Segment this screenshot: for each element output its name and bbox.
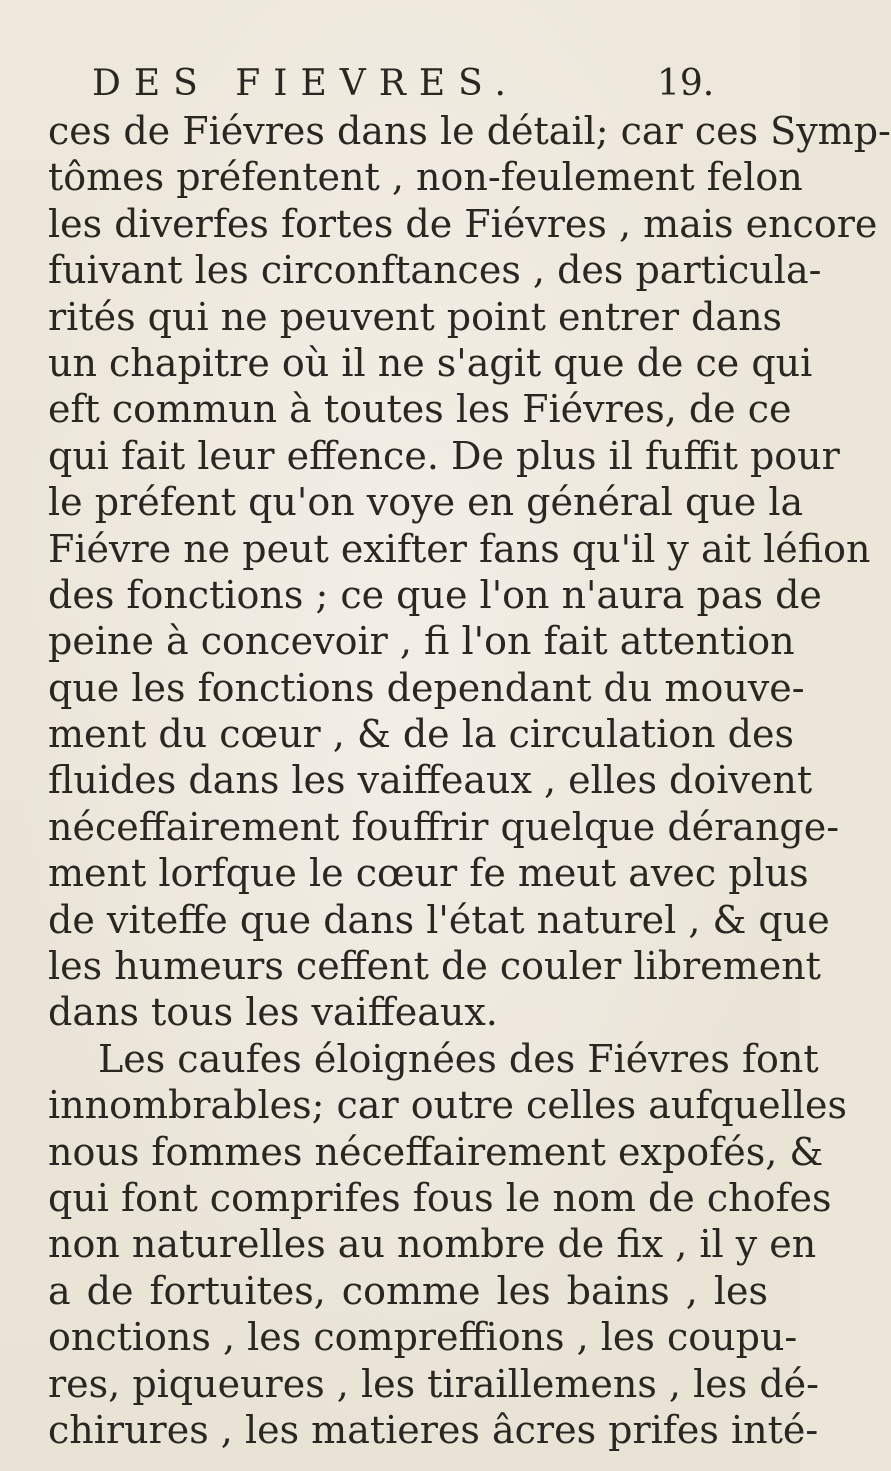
text-line: le préfent qu'on voye en général que la — [48, 480, 804, 525]
text-line: non naturelles au nombre de fix , il y en — [48, 1222, 817, 1267]
body-text — [48, 108, 891, 1453]
text-line: fuivant les circonftances , des particula- — [48, 248, 822, 293]
text-line: nous fommes néceffairement expofés, & — [48, 1129, 824, 1174]
text-line: que les fonctions dependant du mouve- — [48, 665, 805, 710]
text-line: a de fortuites, comme les bains , les — [48, 1268, 768, 1313]
text-line: ment du cœur , & de la circulation des — [48, 712, 794, 757]
text-line: des fonctions ; ce que l'on n'aura pas de — [48, 572, 822, 617]
text-line: onctions , les compreffions , les coupu- — [48, 1315, 798, 1360]
text-line: les humeurs ceffent de couler librement — [48, 944, 821, 989]
text-line: chirures , les matieres âcres prifes inté- — [48, 1407, 819, 1452]
text-line: les diverfes fortes de Fiévres , mais encore — [48, 201, 878, 246]
text-line: un chapitre où il ne s'agit que de ce qui — [48, 340, 813, 385]
page-number: 19. — [657, 63, 715, 104]
text-line: tômes préfentent , non-feulement felon — [48, 155, 803, 200]
paragraph-end-line: dans tous les vaiffeaux. — [48, 990, 498, 1035]
text-line: peine à concevoir , fi l'on fait attention — [48, 619, 795, 664]
text-line: fluides dans les vaiffeaux , elles doivent — [48, 758, 813, 803]
text-line: néceffairement fouffrir quelque dérange- — [48, 804, 840, 849]
text-line: Fiévre ne peut exifter fans qu'il y ait léfion — [48, 526, 871, 571]
running-title: DES FIEVRES. — [92, 63, 519, 104]
text-line: eft commun à toutes les Fiévres, de ce — [48, 387, 792, 432]
text-line: ces de Fiévres dans le détail; car ces Symp- — [48, 109, 891, 153]
text-line: res, piqueures , les tiraillemens , les dé- — [48, 1361, 819, 1406]
text-line: ment lorfque le cœur fe meut avec plus — [48, 851, 809, 896]
text-line: innombrables; car outre celles aufquelles — [48, 1083, 847, 1128]
paragraph-start-line: Les caufes éloignées des Fiévres font — [98, 1036, 819, 1081]
text-line: qui font comprifes fous le nom de chofes — [48, 1175, 832, 1220]
text-line: rités qui ne peuvent point entrer dans — [48, 294, 783, 339]
running-head — [92, 62, 772, 106]
text-line: de viteffe que dans l'état naturel , & que — [48, 897, 830, 942]
text-line: qui fait leur effence. De plus il fuffit pour — [48, 433, 840, 478]
